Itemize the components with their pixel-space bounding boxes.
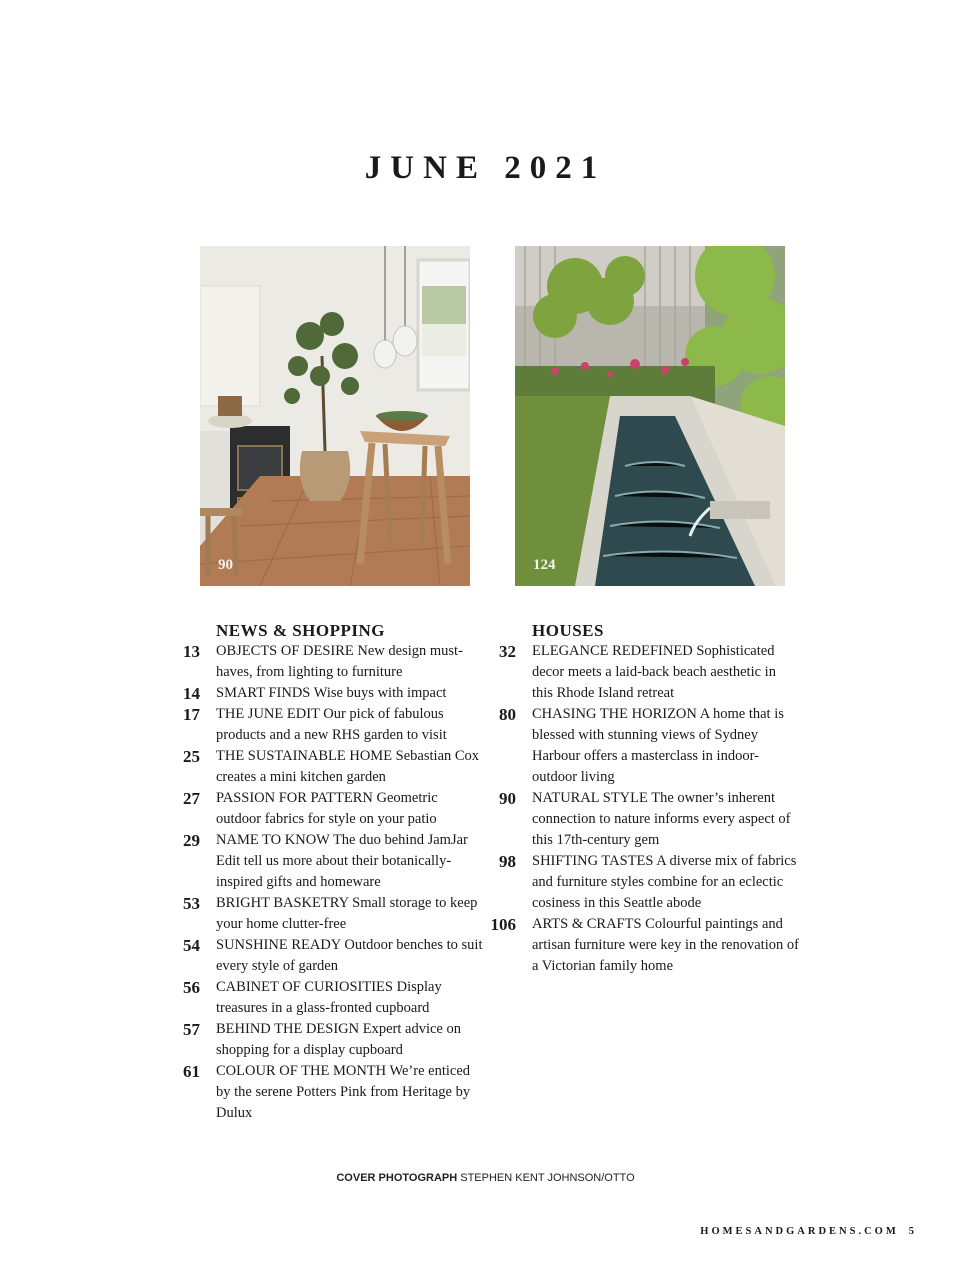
garden-photo — [515, 246, 785, 586]
entry-page-number: 90 — [499, 789, 516, 808]
entry-page-number: 17 — [183, 705, 200, 724]
toc-entry[interactable] — [160, 893, 490, 935]
entry-page-number: 106 — [490, 915, 516, 934]
toc-entry[interactable] — [160, 788, 490, 830]
issue-title: JUNE 2021 — [364, 150, 607, 186]
photo-page-ref: 124 — [533, 557, 556, 573]
entry-description: NATURAL STYLE The owner’s inherent connection to nature informs every aspect of this 17th-century gem — [532, 790, 791, 848]
toc-entry[interactable] — [160, 1061, 490, 1124]
toc-entry[interactable] — [160, 830, 490, 893]
toc-entry[interactable] — [476, 851, 806, 914]
entry-page-number: 53 — [183, 894, 200, 913]
entry-description: CHASING THE HORIZON A home that is blessed with stunning views of Sydney Harbour offers a masterclass in indoor-outdoor living — [532, 706, 784, 785]
toc-entry[interactable] — [160, 746, 490, 788]
toc-entry[interactable] — [160, 683, 490, 704]
entry-description: SUNSHINE READY Outdoor benches to suit every style of garden — [216, 937, 483, 974]
toc-entry[interactable] — [160, 935, 490, 977]
entry-description: COLOUR OF THE MONTH We’re enticed by the serene Potters Pink from Heritage by Dulux — [216, 1063, 471, 1121]
toc-entry[interactable] — [476, 914, 806, 977]
section-title: NEWS & SHOPPING — [216, 621, 386, 640]
toc-entry[interactable] — [476, 641, 806, 704]
credit-label: COVER PHOTOGRAPH — [336, 1172, 458, 1184]
entry-description: ELEGANCE REDEFINED Sophisticated decor meets a laid-back beach aesthetic in this Rhode Island retreat — [532, 643, 776, 701]
website-url[interactable]: HOMESANDGARDENS.COM — [700, 1226, 899, 1237]
entry-description: SHIFTING TASTES A diverse mix of fabrics and furniture styles combine for an eclectic cosiness in this Seattle abode — [532, 853, 797, 911]
entry-description: OBJECTS OF DESIRE New design must-haves, from lighting to furniture — [216, 643, 463, 680]
entry-page-number: 98 — [499, 852, 516, 871]
cover-photograph-credit — [0, 1172, 971, 1184]
entry-description: BRIGHT BASKETRY Small storage to keep your home clutter-free — [216, 895, 478, 932]
toc-entry[interactable] — [160, 704, 490, 746]
entry-page-number: 32 — [499, 642, 516, 661]
kitchen-photo — [200, 246, 470, 586]
entry-page-number: 14 — [183, 684, 200, 703]
entry-description: SMART FINDS Wise buys with impact — [216, 685, 447, 701]
entry-description: ARTS & CRAFTS Colourful paintings and artisan furniture were key in the renovation of a Victorian family home — [532, 916, 799, 974]
toc-entry[interactable] — [476, 788, 806, 851]
entry-description: THE JUNE EDIT Our pick of fabulous products and a new RHS garden to visit — [216, 706, 447, 743]
page-number: 5 — [908, 1226, 914, 1237]
entry-page-number: 54 — [183, 936, 200, 955]
houses-column — [476, 620, 806, 977]
entry-description: CABINET OF CURIOSITIES Display treasures in a glass-fronted cupboard — [216, 979, 442, 1016]
entry-page-number: 27 — [183, 789, 200, 808]
page-footer — [700, 1226, 914, 1237]
entry-description: PASSION FOR PATTERN Geometric outdoor fabrics for style on your patio — [216, 790, 438, 827]
entry-page-number: 25 — [183, 747, 200, 766]
entry-page-number: 13 — [183, 642, 200, 661]
credit-name: STEPHEN KENT JOHNSON/OTTO — [460, 1172, 635, 1184]
toc-entry[interactable] — [160, 1019, 490, 1061]
entry-page-number: 56 — [183, 978, 200, 997]
photo-page-ref: 90 — [218, 557, 233, 573]
entry-page-number: 29 — [183, 831, 200, 850]
entry-description: NAME TO KNOW The duo behind JamJar Edit tell us more about their botanically-inspired gifts and homeware — [216, 832, 468, 890]
toc-entry[interactable] — [160, 641, 490, 683]
entry-description: THE SUSTAINABLE HOME Sebastian Cox creates a mini kitchen garden — [216, 748, 480, 785]
entry-description: BEHIND THE DESIGN Expert advice on shopping for a display cupboard — [216, 1021, 461, 1058]
entry-page-number: 80 — [499, 705, 516, 724]
news-shopping-column — [160, 620, 490, 1124]
toc-entry[interactable] — [160, 977, 490, 1019]
section-title: HOUSES — [532, 621, 604, 640]
entry-page-number: 57 — [183, 1020, 200, 1039]
entry-page-number: 61 — [183, 1062, 200, 1081]
toc-entry[interactable] — [476, 704, 806, 788]
